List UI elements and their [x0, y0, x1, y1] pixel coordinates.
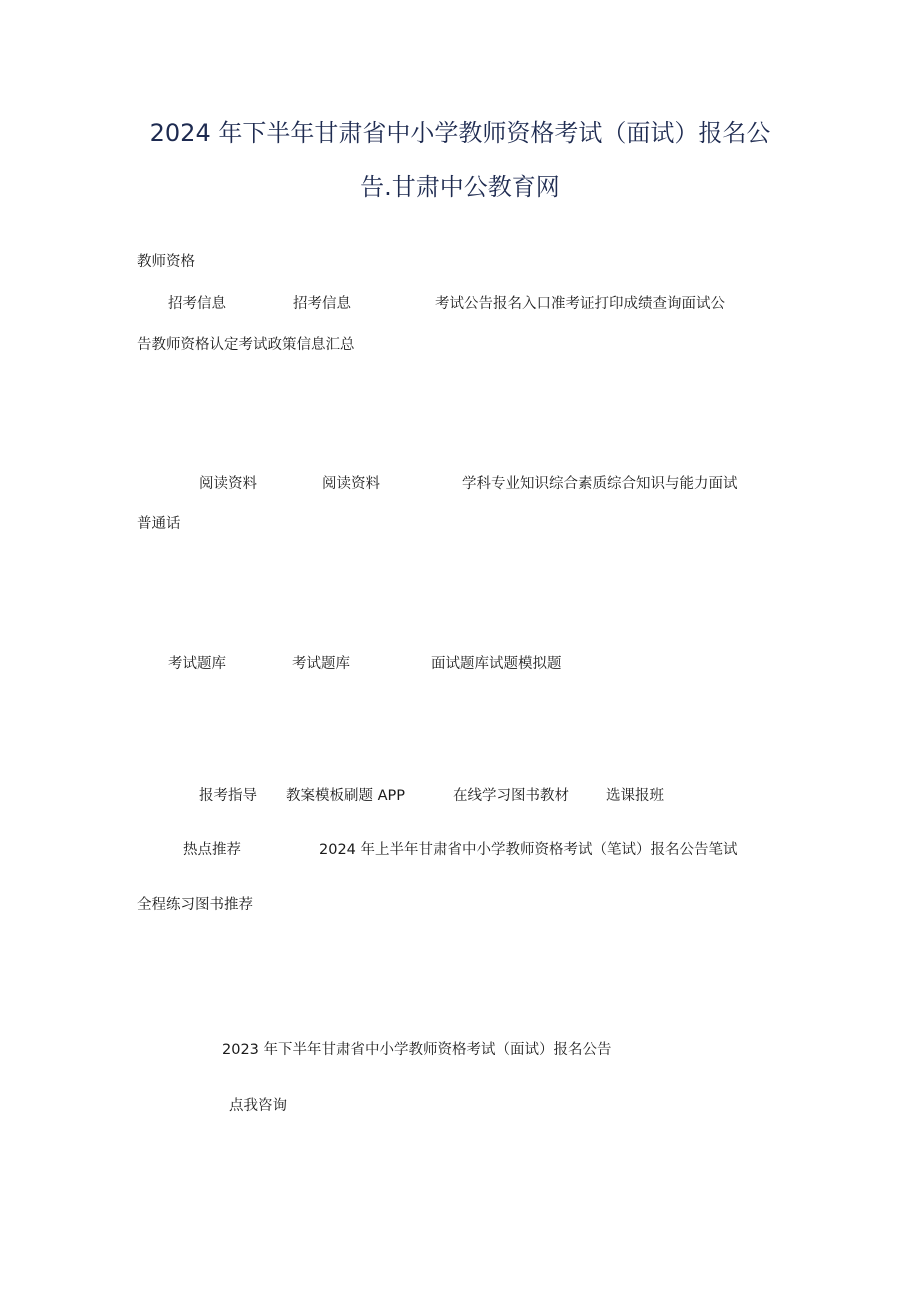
nav-subject-knowledge[interactable]: 学科专业知识综合素质综合知识与能力面试	[462, 476, 738, 492]
hot-recommend-item-cont[interactable]: 全程练习图书推荐	[137, 897, 253, 913]
hot-recommend-label: 热点推荐	[183, 842, 241, 858]
page-title-line-1: 2024 年下半年甘肃省中小学教师资格考试（面试）报名公	[149, 119, 771, 147]
related-article-link[interactable]: 2023 年下半年甘肃省中小学教师资格考试（面试）报名公告	[222, 1042, 612, 1058]
nav-lesson-templates-app[interactable]: 教案模板刷题 APP	[286, 788, 406, 804]
nav-reading-materials-2[interactable]: 阅读资料	[322, 476, 380, 492]
nav-registration-guide[interactable]: 报考指导	[199, 788, 257, 804]
consult-link[interactable]: 点我咨询	[229, 1098, 287, 1114]
nav-exam-announcements[interactable]: 考试公告报名入口准考证打印成绩查询面试公	[435, 296, 725, 312]
nav-zhaokao-info-1[interactable]: 招考信息	[168, 296, 226, 312]
page-title-line-2: 告.甘肃中公教育网	[360, 173, 560, 201]
nav-question-bank-1[interactable]: 考试题库	[168, 656, 226, 672]
nav-course-enrollment[interactable]: 选课报班	[606, 788, 664, 804]
nav-question-bank-2[interactable]: 考试题库	[292, 656, 350, 672]
page-title	[130, 116, 790, 204]
nav-online-learning-books[interactable]: 在线学习图书教材	[453, 788, 569, 804]
nav-interview-bank[interactable]: 面试题库试题模拟题	[431, 656, 562, 672]
nav-reading-materials-1[interactable]: 阅读资料	[199, 476, 257, 492]
hot-recommend-item[interactable]: 2024 年上半年甘肃省中小学教师资格考试（笔试）报名公告笔试	[319, 842, 738, 858]
nav-exam-announcements-cont[interactable]: 告教师资格认定考试政策信息汇总	[137, 337, 355, 353]
section-label: 教师资格	[137, 254, 195, 270]
nav-putonghua[interactable]: 普通话	[137, 516, 181, 532]
nav-zhaokao-info-2[interactable]: 招考信息	[293, 296, 351, 312]
